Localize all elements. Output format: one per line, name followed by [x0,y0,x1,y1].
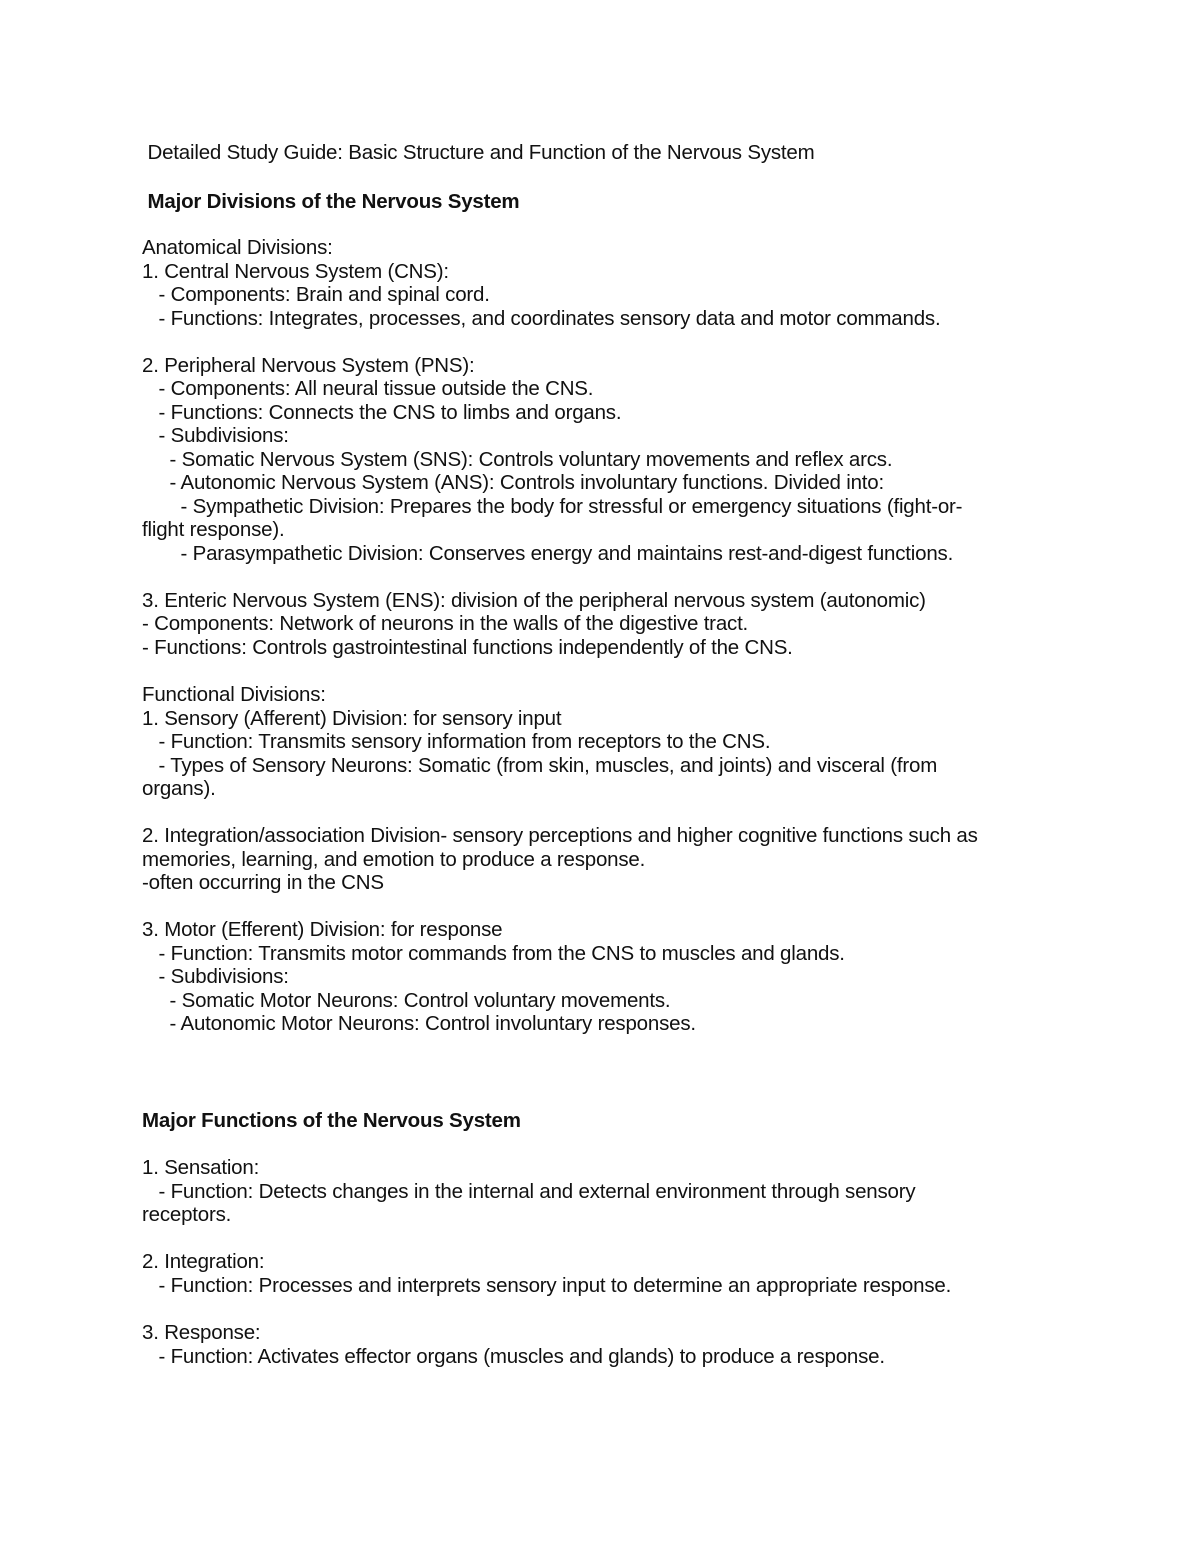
integration-note: -often occurring in the CNS [142,871,384,894]
ens-components: - Components: Network of neurons in the walls of the digestive tract. [142,612,749,635]
functional-heading: Functional Divisions: [142,683,326,706]
sensation-function-cont: receptors. [142,1203,232,1226]
anatomical-heading: Anatomical Divisions: [142,236,333,259]
integration-division-cont: memories, learning, and emotion to produce a response. [142,848,646,871]
document-title: Detailed Study Guide: Basic Structure and Function of the Nervous System [142,141,815,164]
sensory-types-cont: organs). [142,777,216,800]
section-heading-functions: Major Functions of the Nervous System [142,1109,521,1132]
motor-title: 3. Motor (Efferent) Division: for response [142,918,503,941]
section-heading-divisions: Major Divisions of the Nervous System [142,190,520,213]
pns-functions: - Functions: Connects the CNS to limbs and organs. [142,401,622,424]
cns-components: - Components: Brain and spinal cord. [142,283,490,306]
pns-subdivisions: - Subdivisions: [142,424,289,447]
sensory-function: - Function: Transmits sensory information from receptors to the CNS. [142,730,771,753]
sensation-title: 1. Sensation: [142,1156,260,1179]
ens-title: 3. Enteric Nervous System (ENS): division of the peripheral nervous system (autonomic) [142,589,926,612]
somatic-motor-item: - Somatic Motor Neurons: Control voluntary movements. [142,989,671,1012]
motor-subdivisions: - Subdivisions: [142,965,289,988]
response-title: 3. Response: [142,1321,261,1344]
integration-division: 2. Integration/association Division- sensory perceptions and higher cognitive functions such as [142,824,978,847]
cns-title: 1. Central Nervous System (CNS): [142,260,449,283]
ens-functions: - Functions: Controls gastrointestinal functions independently of the CNS. [142,636,793,659]
cns-functions: - Functions: Integrates, processes, and coordinates sensory data and motor commands. [142,307,941,330]
sympathetic-item-cont: flight response). [142,518,285,541]
sympathetic-item: - Sympathetic Division: Prepares the body for stressful or emergency situations (fight-or- [142,495,963,518]
autonomic-motor-item: - Autonomic Motor Neurons: Control involuntary responses. [142,1012,696,1035]
pns-components: - Components: All neural tissue outside the CNS. [142,377,594,400]
integration-function: - Function: Processes and interprets sensory input to determine an appropriate response. [142,1274,952,1297]
integration-title: 2. Integration: [142,1250,265,1273]
sns-item: - Somatic Nervous System (SNS): Controls voluntary movements and reflex arcs. [142,448,893,471]
sensory-types: - Types of Sensory Neurons: Somatic (from skin, muscles, and joints) and visceral (from [142,754,938,777]
motor-function: - Function: Transmits motor commands from the CNS to muscles and glands. [142,942,845,965]
sensation-function: - Function: Detects changes in the internal and external environment through sensory [142,1180,916,1203]
pns-title: 2. Peripheral Nervous System (PNS): [142,354,475,377]
ans-item: - Autonomic Nervous System (ANS): Controls involuntary functions. Divided into: [142,471,885,494]
response-function: - Function: Activates effector organs (muscles and glands) to produce a response. [142,1345,885,1368]
parasympathetic-item: - Parasympathetic Division: Conserves energy and maintains rest-and-digest functions. [142,542,954,565]
sensory-title: 1. Sensory (Afferent) Division: for sensory input [142,707,562,730]
